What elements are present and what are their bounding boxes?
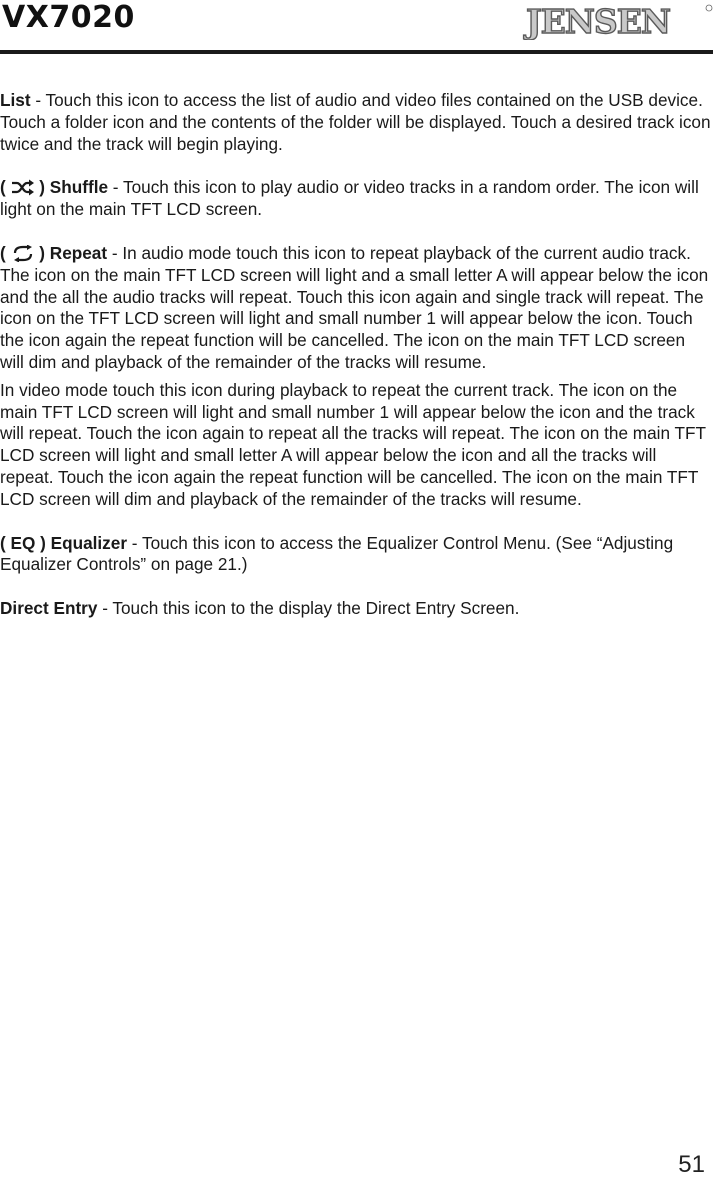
direct-entry-text: - Touch this icon to the display the Direct Entry Screen.	[97, 598, 520, 619]
equalizer-term: ( EQ ) Equalizer	[0, 532, 128, 553]
direct-entry-term: Direct Entry	[0, 598, 98, 619]
shuffle-icon	[11, 179, 35, 196]
header-rule	[0, 50, 713, 54]
page-header	[0, 0, 713, 56]
list-description	[0, 90, 712, 155]
model-title: VX7020	[2, 0, 135, 35]
page-content	[0, 90, 712, 620]
repeat-description	[0, 243, 712, 374]
shuffle-open-paren: (	[0, 177, 11, 198]
list-text: - Touch this icon to access the list of audio and video files contained on the USB device. Touch a folder icon and the contents of the folder will be displayed. Touch a desired track icon twice and the track will begin playing.	[0, 90, 711, 154]
shuffle-close-paren: )	[34, 177, 50, 198]
direct-entry-description	[0, 598, 712, 620]
page-number: 51	[678, 1151, 705, 1178]
jensen-logo	[522, 2, 713, 40]
repeat-text: - In audio mode touch this icon to repeat playback of the current audio track. The icon on the main TFT LCD screen will light and a small letter A will appear below the icon and the all the audio tracks will repeat. Touch this icon again and single track will repeat. The icon on the TFT LCD screen will light and small number 1 will appear below the icon. Touch the icon again the repeat function will be cancelled. The icon on the main TFT LCD screen will dim and playback of the remainder of the tracks will resume.	[0, 242, 709, 372]
shuffle-term: Shuffle	[49, 177, 109, 198]
repeat-open-paren: (	[0, 242, 11, 263]
logo-text: JENSEN	[526, 2, 671, 40]
repeat-close-paren: )	[34, 242, 50, 263]
equalizer-text: - Touch this icon to access the Equalizer Control Menu. (See “Adjusting Equalizer Controls” on page 21.)	[0, 532, 674, 575]
repeat-icon	[11, 245, 35, 262]
equalizer-description	[0, 533, 712, 577]
list-term: List	[0, 90, 31, 110]
shuffle-description	[0, 177, 712, 221]
repeat-term: Repeat	[49, 242, 108, 263]
repeat-video-description: In video mode touch this icon during playback to repeat the current track. The icon on the main TFT LCD screen will light and small number 1 will appear below the icon and the track will repeat. Touch the icon again to repeat all the tracks will repeat. The icon on the main TFT LCD screen will light and small letter A will appear below the icon and all the tracks will repeat. Touch the icon again the repeat function will be cancelled. The icon on the main TFT LCD screen will dim and playback of the remainder of the tracks will resume.	[0, 379, 706, 509]
shuffle-text: - Touch this icon to play audio or video tracks in a random order. The icon will light on the main TFT LCD screen.	[0, 177, 699, 220]
